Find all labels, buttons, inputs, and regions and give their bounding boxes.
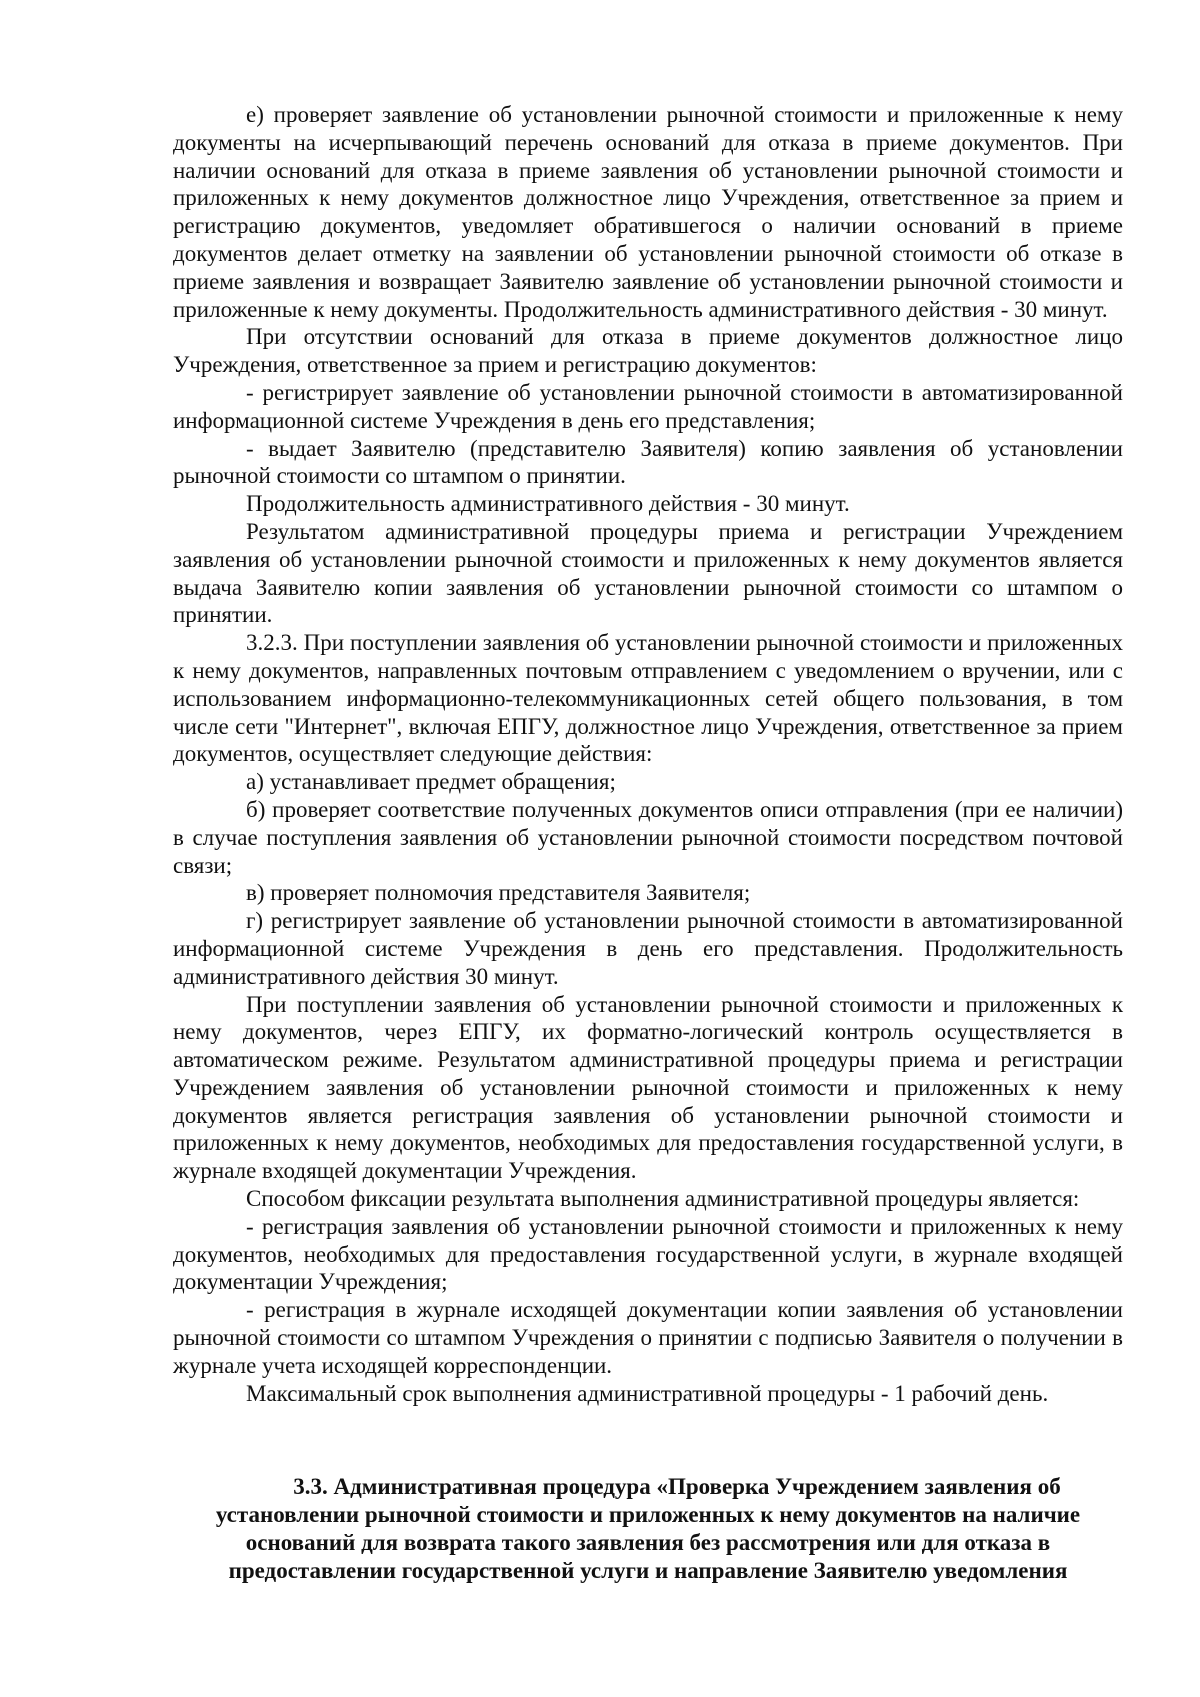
heading-line: установлении рыночной стоимости и приложенных к нему документов на наличие [215, 1502, 1081, 1527]
paragraph-v-check-authority: в) проверяет полномочия представителя Заявителя; [246, 880, 751, 906]
paragraph-g-registers: г) регистрирует заявление об установлении рыночной стоимости в автоматизированной информационной системе Учреждения в день его представления. Продолжительность административного действия 30 минут. [173, 908, 1123, 989]
heading-line: предоставлении государственной услуги и направление Заявителю уведомления [228, 1558, 1068, 1583]
heading-line: 3.3. Административная процедура «Проверка Учреждением заявления об [293, 1474, 1061, 1499]
paragraph-duration: Продолжительность административного действия - 30 минут. [246, 491, 850, 517]
paragraph-b-check-inventory: б) проверяет соответствие полученных документов описи отправления (при ее наличии) в случае поступления заявления об установлении рыночной стоимости посредством почтовой связи; [173, 796, 1123, 878]
paragraph-epgu-receipt: При поступлении заявления об установлении рыночной стоимости и приложенных к нему документов, через ЕПГУ, их форматно-логический контроль осуществляется в автоматическом режиме. Результатом административной процедуры приема и регистрации Учреждением заявления об установлении рыночной стоимости и приложенных к нему документов является регистрация заявления об установлении рыночной стоимости и приложенных к нему документов, необходимых для предоставления государственной услуги, в журнале входящей документации Учреждения. [173, 991, 1123, 1184]
paragraph-max-term: Максимальный срок выполнения административной процедуры - 1 рабочий день. [246, 1380, 1049, 1406]
paragraph-fixation-method: Способом фиксации результата выполнения административной процедуры является: [246, 1186, 1080, 1212]
document-body [173, 101, 1123, 1407]
paragraph-a-subject: а) устанавливает предмет обращения; [246, 769, 616, 795]
paragraph-no-grounds-intro: При отсутствии оснований для отказа в приеме документов должностное лицо Учреждения, ответственное за прием и регистрацию документов: [173, 324, 1123, 378]
paragraph-issues-copy: - выдает Заявителю (представителю Заявителя) копию заявления об установлении рыночной стоимости со штампом о принятии. [173, 435, 1123, 489]
section-heading-3-3 [173, 1473, 1123, 1585]
paragraph-3-2-3: 3.2.3. При поступлении заявления об установлении рыночной стоимости и приложенных к нему документов, направленных почтовым отправлением с уведомлением о вручении, или с использованием информационно-телекоммуникационных сетей общего пользования, в том числе сети "Интернет", включая ЕПГУ, должностное лицо Учреждения, ответственное за прием документов, осуществляет следующие действия: [173, 630, 1123, 767]
paragraph-e-check-application: е) проверяет заявление об установлении рыночной стоимости и приложенные к нему документы на исчерпывающий перечень оснований для отказа в приеме документов. При наличии оснований для отказа в приеме заявления об установлении рыночной стоимости и приложенных к нему документов должностное лицо Учреждения, ответственное за прием и регистрацию документов, уведомляет обратившегося о наличии оснований в приеме документов делает отметку на заявлении об установлении рыночной стоимости об отказе в приеме заявления и возвращает Заявителю заявление об установлении рыночной стоимости и приложенные к нему документы. Продолжительность административного действия - 30 минут. [173, 102, 1123, 322]
paragraph-outgoing-journal: - регистрация в журнале исходящей документации копии заявления об установлении рыночной стоимости со штампом Учреждения о принятии с подписью Заявителя о получении в журнале учета исходящей корреспонденции. [173, 1297, 1123, 1378]
heading-line: оснований для возврата такого заявления без рассмотрения или для отказа в [245, 1530, 1051, 1555]
paragraph-registers-application: - регистрирует заявление об установлении рыночной стоимости в автоматизированной информационной системе Учреждения в день его представления; [173, 379, 1123, 433]
paragraph-result-of-procedure: Результатом административной процедуры приема и регистрации Учреждением заявления об установлении рыночной стоимости и приложенных к нему документов является выдача Заявителю копии заявления об установлении рыночной стоимости со штампом о принятии. [173, 518, 1123, 628]
paragraph-incoming-journal: - регистрация заявления об установлении рыночной стоимости и приложенных к нему документов, необходимых для предоставления государственной услуги, в журнале входящей документации Учреждения; [173, 1213, 1123, 1295]
